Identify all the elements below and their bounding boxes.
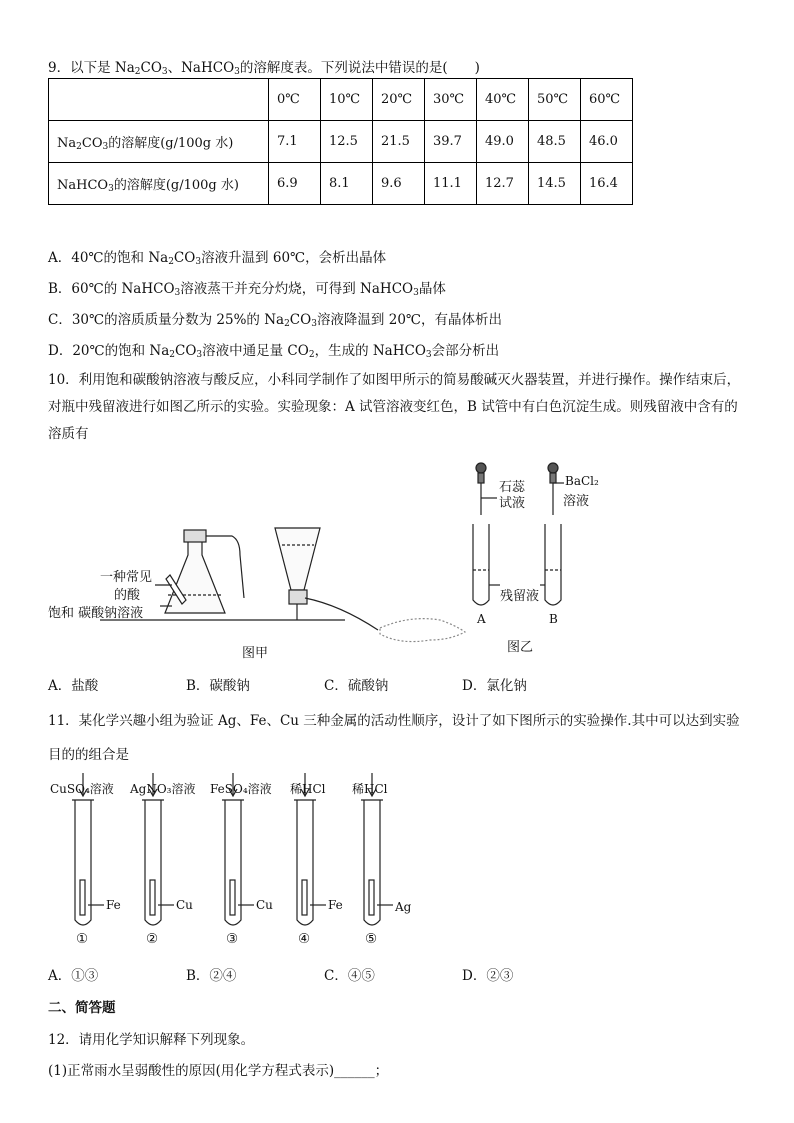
table-header-cell: 0℃ bbox=[269, 79, 321, 121]
table-cell: 7.1 bbox=[269, 121, 321, 163]
tube-3-metal: Cu bbox=[256, 898, 273, 912]
table-header-cell: 60℃ bbox=[581, 79, 633, 121]
tube-5-reagent: 稀HCl bbox=[352, 782, 388, 796]
table-cell: 8.1 bbox=[321, 163, 373, 205]
q9-option-d[interactable]: D．20℃的饱和 $Na_2CO_3$溶液中通足量 $CO_2$，生成的 NaHCO$_3$会部分析出 bbox=[48, 343, 500, 360]
row-label: NaHCO$_3$的溶解度(g/100g 水) bbox=[49, 163, 269, 205]
label-tube-b: B bbox=[549, 612, 558, 626]
table-row bbox=[49, 163, 633, 205]
tube-1-number: ① bbox=[76, 931, 89, 947]
tube-5-metal: Ag bbox=[395, 900, 412, 914]
table-cell: 9.6 bbox=[373, 163, 425, 205]
q10-stem: 10．利用饱和碳酸钠溶液与酸反应，小科同学制作了如图甲所示的简易酸碱灭火器装置，并进行操作。操作结束后，对瓶中残留液进行如图乙所示的实验。实验现象：A 试管溶液变红色，B 试管中有白色沉淀生成。则残留液中含有的溶质有 bbox=[48, 372, 741, 442]
q10-option-d[interactable]: D．氯化钠 bbox=[462, 678, 527, 694]
table-cell: 14.5 bbox=[529, 163, 581, 205]
table-header-cell: 40℃ bbox=[477, 79, 529, 121]
q11-option-c[interactable]: C．④⑤ bbox=[324, 968, 375, 984]
table-cell: 39.7 bbox=[425, 121, 477, 163]
q10-options bbox=[48, 674, 527, 694]
table-row bbox=[49, 121, 633, 163]
tube-4-number: ④ bbox=[298, 931, 311, 947]
table-header-cell: 30℃ bbox=[425, 79, 477, 121]
q9-stem: 9．以下是 $Na_2CO_3$、NaHCO$_3$的溶解度表。下列说法中错误的是( ) bbox=[48, 60, 480, 77]
table-header-cell: 20℃ bbox=[373, 79, 425, 121]
tube-5-number: ⑤ bbox=[365, 931, 378, 947]
table-cell: 21.5 bbox=[373, 121, 425, 163]
q9-option-c[interactable]: C．30℃的溶质质量分数为 25%的 $Na_2CO_3$溶液降温到 20℃，有晶体析出 bbox=[48, 312, 503, 329]
label-tube-a: A bbox=[477, 612, 486, 626]
q10-option-c[interactable]: C．硫酸钠 bbox=[324, 678, 389, 694]
label-acid-1: 一种常见 bbox=[100, 570, 153, 585]
table-cell: 11.1 bbox=[425, 163, 477, 205]
tube-2-number: ② bbox=[146, 931, 159, 947]
figure-a-caption: 图甲 bbox=[242, 646, 269, 661]
table-cell: 12.5 bbox=[321, 121, 373, 163]
tube-2-metal: Cu bbox=[176, 898, 193, 912]
table-cell: 46.0 bbox=[581, 121, 633, 163]
q12-stem: 12．请用化学知识解释下列现象。 bbox=[48, 1032, 255, 1048]
q10-option-a[interactable]: A．盐酸 bbox=[48, 678, 99, 694]
tube-1-reagent: CuSO₄溶液 bbox=[50, 782, 114, 796]
q11-options bbox=[48, 964, 513, 984]
table-header-cell: 50℃ bbox=[529, 79, 581, 121]
q9-option-a[interactable]: A．40℃的饱和 $Na_2CO_3$溶液升温到 60℃，会析出晶体 bbox=[48, 250, 387, 267]
section-heading: 二、简答题 bbox=[48, 1000, 116, 1016]
q12-part1[interactable]: (1)正常雨水呈弱酸性的原因(用化学方程式表示)______； bbox=[48, 1063, 389, 1079]
table-header-cell: 10℃ bbox=[321, 79, 373, 121]
label-solution: 饱和 碳酸钠溶液 bbox=[48, 606, 144, 621]
table-cell: 16.4 bbox=[581, 163, 633, 205]
table-cell: 12.7 bbox=[477, 163, 529, 205]
q10-option-b[interactable]: B．碳酸钠 bbox=[186, 678, 250, 694]
figure-b-caption: 图乙 bbox=[507, 640, 534, 655]
label-litmus-1: 石蕊 bbox=[499, 480, 526, 495]
label-bacl2-1: BaCl₂ bbox=[565, 474, 599, 488]
tube-3-number: ③ bbox=[226, 931, 239, 947]
q11-stem: 11．某化学兴趣小组为验证 Ag、Fe、Cu 三种金属的活动性顺序，设计了如下图所示的实验操作.其中可以达到实验目的的组合是 bbox=[48, 713, 740, 763]
table-cell: 49.0 bbox=[477, 121, 529, 163]
tube-2-reagent: AgNO₃溶液 bbox=[130, 782, 196, 796]
table-cell: 48.5 bbox=[529, 121, 581, 163]
table-cell: 6.9 bbox=[269, 163, 321, 205]
q11-option-b[interactable]: B．②④ bbox=[186, 968, 237, 984]
q11-option-d[interactable]: D．②③ bbox=[462, 968, 514, 984]
tube-3-reagent: FeSO₄溶液 bbox=[210, 782, 272, 796]
table-header-cell bbox=[49, 79, 269, 121]
tube-4-metal: Fe bbox=[328, 898, 343, 912]
figure-a-apparatus bbox=[100, 528, 465, 642]
solubility-table bbox=[48, 78, 633, 205]
label-acid-2: 的酸 bbox=[114, 588, 141, 603]
tube-4-reagent: 稀HCl bbox=[290, 782, 326, 796]
row-label: $Na_2CO_3$的溶解度(g/100g 水) bbox=[49, 121, 269, 163]
tube-1-metal: Fe bbox=[106, 898, 121, 912]
label-bacl2-2: 溶液 bbox=[563, 494, 590, 509]
label-residue: 残留液 bbox=[500, 589, 540, 604]
table-header-row bbox=[49, 79, 633, 121]
q11-option-a[interactable]: A．①③ bbox=[48, 968, 99, 984]
label-litmus-2: 试液 bbox=[499, 496, 526, 511]
q9-option-b[interactable]: B．60℃的 NaHCO$_3$溶液蒸干并充分灼烧，可得到 NaHCO$_3$晶体 bbox=[48, 281, 446, 298]
